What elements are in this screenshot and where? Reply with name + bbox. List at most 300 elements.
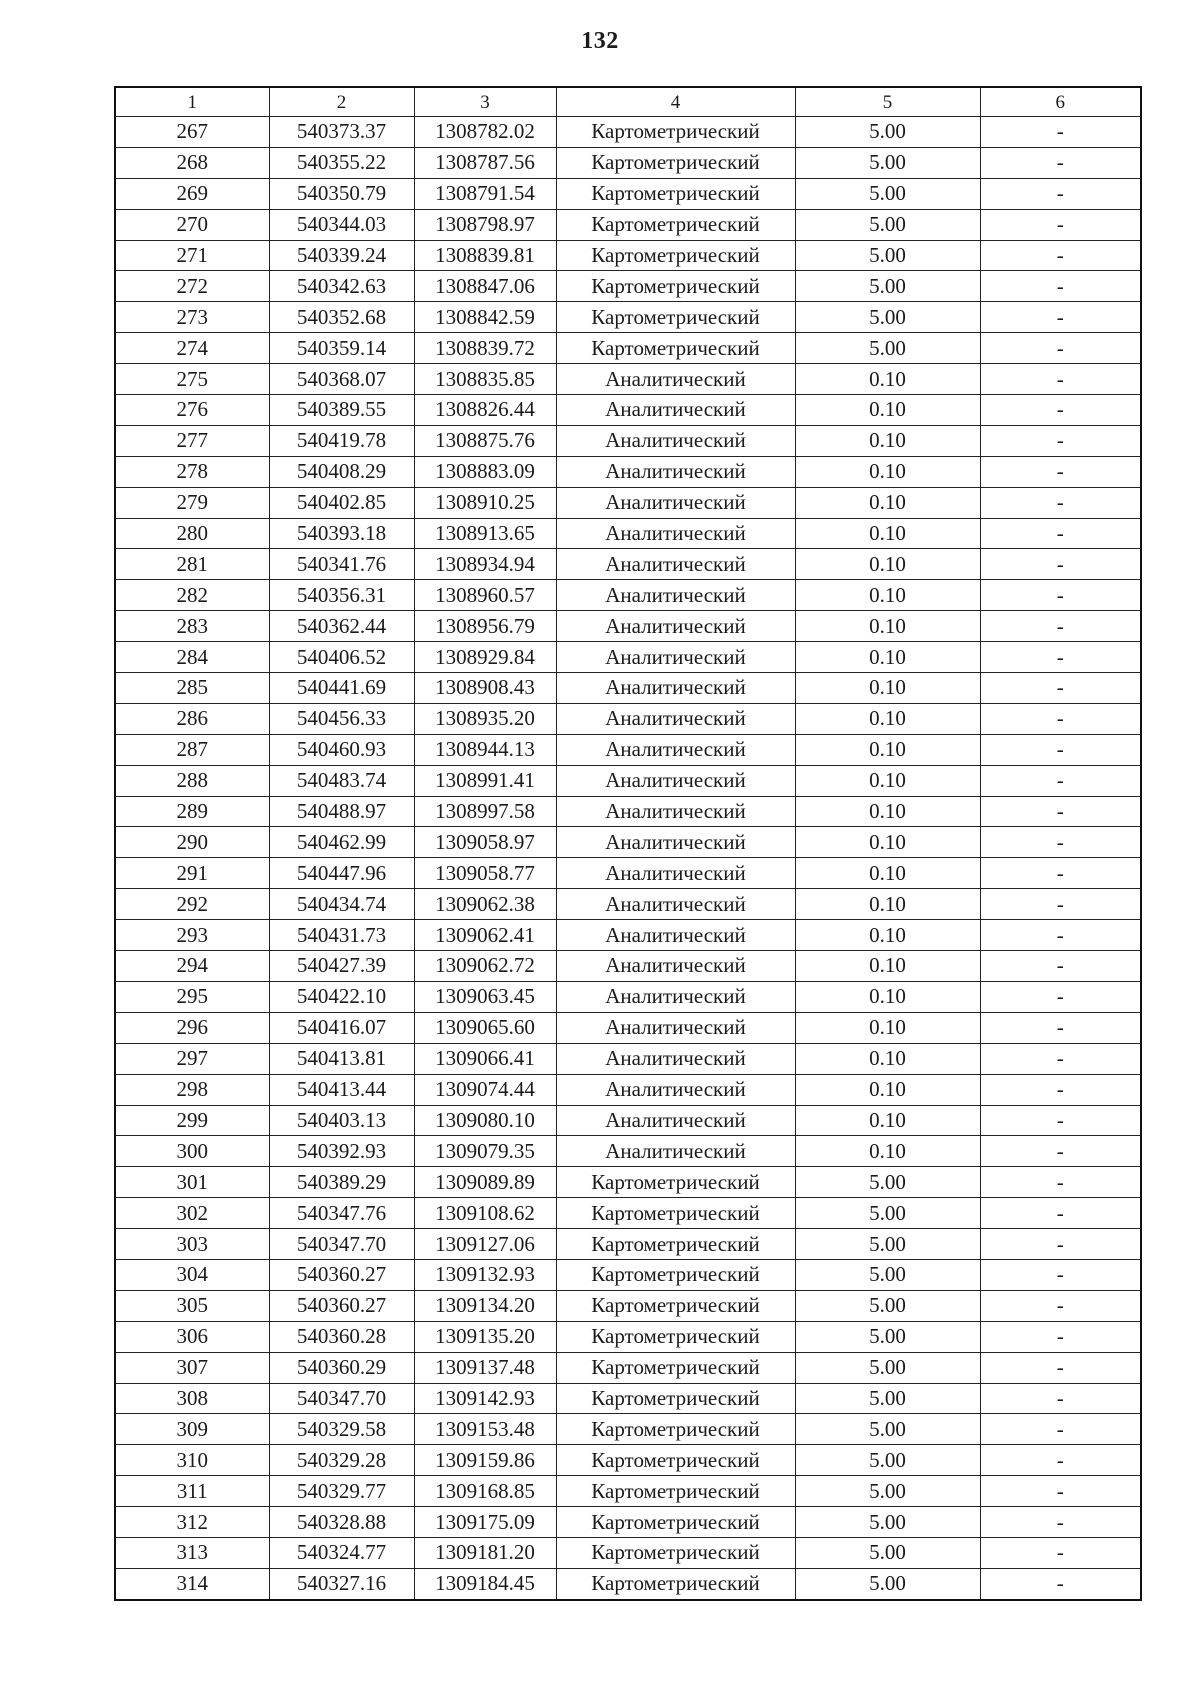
note-cell: -: [980, 1290, 1141, 1321]
point-number-cell: 286: [115, 703, 269, 734]
note-cell: -: [980, 1445, 1141, 1476]
table-row: [115, 611, 1141, 642]
note-cell: -: [980, 240, 1141, 271]
note-cell: -: [980, 147, 1141, 178]
table-row: [115, 178, 1141, 209]
accuracy-cell: 0.10: [795, 827, 980, 858]
point-number-cell: 309: [115, 1414, 269, 1445]
x-coordinate-cell: 540329.77: [269, 1476, 414, 1507]
table-row: [115, 147, 1141, 178]
table-row: [115, 1229, 1141, 1260]
note-cell: -: [980, 364, 1141, 395]
x-coordinate-cell: 540352.68: [269, 302, 414, 333]
column-header-2: 2: [269, 87, 414, 117]
y-coordinate-cell: 1309062.41: [414, 920, 556, 951]
accuracy-cell: 5.00: [795, 1537, 980, 1568]
accuracy-cell: 0.10: [795, 920, 980, 951]
accuracy-cell: 0.10: [795, 734, 980, 765]
method-cell: Аналитический: [556, 1136, 795, 1167]
table-row: [115, 889, 1141, 920]
column-header-3: 3: [414, 87, 556, 117]
x-coordinate-cell: 540347.70: [269, 1383, 414, 1414]
x-coordinate-cell: 540360.27: [269, 1259, 414, 1290]
accuracy-cell: 5.00: [795, 209, 980, 240]
point-number-cell: 276: [115, 395, 269, 426]
table-row: [115, 920, 1141, 951]
y-coordinate-cell: 1308997.58: [414, 796, 556, 827]
y-coordinate-cell: 1309175.09: [414, 1507, 556, 1538]
y-coordinate-cell: 1308934.94: [414, 549, 556, 580]
note-cell: -: [980, 209, 1141, 240]
table-row: [115, 1074, 1141, 1105]
note-cell: -: [980, 858, 1141, 889]
accuracy-cell: 0.10: [795, 1012, 980, 1043]
accuracy-cell: 5.00: [795, 1383, 980, 1414]
x-coordinate-cell: 540328.88: [269, 1507, 414, 1538]
note-cell: -: [980, 1136, 1141, 1167]
note-cell: -: [980, 1537, 1141, 1568]
y-coordinate-cell: 1308991.41: [414, 765, 556, 796]
note-cell: -: [980, 117, 1141, 148]
column-header-5: 5: [795, 87, 980, 117]
note-cell: -: [980, 796, 1141, 827]
x-coordinate-cell: 540403.13: [269, 1105, 414, 1136]
method-cell: Аналитический: [556, 827, 795, 858]
accuracy-cell: 0.10: [795, 703, 980, 734]
x-coordinate-cell: 540413.81: [269, 1043, 414, 1074]
note-cell: -: [980, 178, 1141, 209]
x-coordinate-cell: 540341.76: [269, 549, 414, 580]
method-cell: Картометрический: [556, 147, 795, 178]
accuracy-cell: 0.10: [795, 1074, 980, 1105]
note-cell: -: [980, 642, 1141, 673]
x-coordinate-cell: 540339.24: [269, 240, 414, 271]
point-number-cell: 285: [115, 673, 269, 704]
x-coordinate-cell: 540422.10: [269, 981, 414, 1012]
point-number-cell: 274: [115, 333, 269, 364]
point-number-cell: 304: [115, 1259, 269, 1290]
y-coordinate-cell: 1308935.20: [414, 703, 556, 734]
point-number-cell: 308: [115, 1383, 269, 1414]
accuracy-cell: 5.00: [795, 1321, 980, 1352]
note-cell: -: [980, 673, 1141, 704]
method-cell: Картометрический: [556, 1290, 795, 1321]
point-number-cell: 307: [115, 1352, 269, 1383]
table-row: [115, 1568, 1141, 1599]
y-coordinate-cell: 1309132.93: [414, 1259, 556, 1290]
y-coordinate-cell: 1309108.62: [414, 1198, 556, 1229]
note-cell: -: [980, 1229, 1141, 1260]
x-coordinate-cell: 540392.93: [269, 1136, 414, 1167]
note-cell: -: [980, 580, 1141, 611]
note-cell: -: [980, 456, 1141, 487]
method-cell: Картометрический: [556, 1507, 795, 1538]
x-coordinate-cell: 540447.96: [269, 858, 414, 889]
accuracy-cell: 0.10: [795, 395, 980, 426]
x-coordinate-cell: 540402.85: [269, 487, 414, 518]
table-row: [115, 209, 1141, 240]
method-cell: Аналитический: [556, 889, 795, 920]
table-row: [115, 117, 1141, 148]
method-cell: Картометрический: [556, 117, 795, 148]
method-cell: Аналитический: [556, 858, 795, 889]
accuracy-cell: 0.10: [795, 549, 980, 580]
method-cell: Картометрический: [556, 1352, 795, 1383]
y-coordinate-cell: 1309181.20: [414, 1537, 556, 1568]
point-number-cell: 268: [115, 147, 269, 178]
note-cell: -: [980, 1043, 1141, 1074]
x-coordinate-cell: 540360.27: [269, 1290, 414, 1321]
column-header-6: 6: [980, 87, 1141, 117]
y-coordinate-cell: 1309062.72: [414, 951, 556, 982]
point-number-cell: 300: [115, 1136, 269, 1167]
accuracy-cell: 0.10: [795, 487, 980, 518]
table-row: [115, 549, 1141, 580]
accuracy-cell: 0.10: [795, 425, 980, 456]
method-cell: Аналитический: [556, 1074, 795, 1105]
note-cell: -: [980, 1259, 1141, 1290]
x-coordinate-cell: 540329.28: [269, 1445, 414, 1476]
method-cell: Картометрический: [556, 271, 795, 302]
x-coordinate-cell: 540324.77: [269, 1537, 414, 1568]
method-cell: Аналитический: [556, 673, 795, 704]
method-cell: Картометрический: [556, 302, 795, 333]
x-coordinate-cell: 540356.31: [269, 580, 414, 611]
method-cell: Аналитический: [556, 425, 795, 456]
point-number-cell: 303: [115, 1229, 269, 1260]
point-number-cell: 280: [115, 518, 269, 549]
table-row: [115, 1321, 1141, 1352]
accuracy-cell: 0.10: [795, 518, 980, 549]
table-row: [115, 1167, 1141, 1198]
accuracy-cell: 5.00: [795, 333, 980, 364]
x-coordinate-cell: 540408.29: [269, 456, 414, 487]
method-cell: Картометрический: [556, 1321, 795, 1352]
point-number-cell: 312: [115, 1507, 269, 1538]
method-cell: Картометрический: [556, 1383, 795, 1414]
note-cell: -: [980, 395, 1141, 426]
method-cell: Аналитический: [556, 1043, 795, 1074]
x-coordinate-cell: 540373.37: [269, 117, 414, 148]
table-row: [115, 518, 1141, 549]
y-coordinate-cell: 1309066.41: [414, 1043, 556, 1074]
point-number-cell: 291: [115, 858, 269, 889]
accuracy-cell: 5.00: [795, 1259, 980, 1290]
note-cell: -: [980, 734, 1141, 765]
table-row: [115, 271, 1141, 302]
accuracy-cell: 0.10: [795, 673, 980, 704]
point-number-cell: 306: [115, 1321, 269, 1352]
y-coordinate-cell: 1308782.02: [414, 117, 556, 148]
table-row: [115, 951, 1141, 982]
method-cell: Картометрический: [556, 1167, 795, 1198]
y-coordinate-cell: 1309079.35: [414, 1136, 556, 1167]
point-number-cell: 298: [115, 1074, 269, 1105]
table-row: [115, 364, 1141, 395]
method-cell: Аналитический: [556, 518, 795, 549]
method-cell: Картометрический: [556, 178, 795, 209]
method-cell: Аналитический: [556, 796, 795, 827]
table-row: [115, 1352, 1141, 1383]
table-row: [115, 456, 1141, 487]
x-coordinate-cell: 540413.44: [269, 1074, 414, 1105]
accuracy-cell: 0.10: [795, 642, 980, 673]
point-number-cell: 277: [115, 425, 269, 456]
table-row: [115, 734, 1141, 765]
accuracy-cell: 5.00: [795, 271, 980, 302]
x-coordinate-cell: 540416.07: [269, 1012, 414, 1043]
y-coordinate-cell: 1308875.76: [414, 425, 556, 456]
note-cell: -: [980, 549, 1141, 580]
accuracy-cell: 5.00: [795, 1445, 980, 1476]
x-coordinate-cell: 540359.14: [269, 333, 414, 364]
point-number-cell: 289: [115, 796, 269, 827]
point-number-cell: 297: [115, 1043, 269, 1074]
y-coordinate-cell: 1309159.86: [414, 1445, 556, 1476]
accuracy-cell: 5.00: [795, 1167, 980, 1198]
x-coordinate-cell: 540355.22: [269, 147, 414, 178]
point-number-cell: 282: [115, 580, 269, 611]
y-coordinate-cell: 1308798.97: [414, 209, 556, 240]
x-coordinate-cell: 540427.39: [269, 951, 414, 982]
method-cell: Аналитический: [556, 703, 795, 734]
x-coordinate-cell: 540360.28: [269, 1321, 414, 1352]
point-number-cell: 311: [115, 1476, 269, 1507]
table-row: [115, 673, 1141, 704]
note-cell: -: [980, 518, 1141, 549]
x-coordinate-cell: 540419.78: [269, 425, 414, 456]
y-coordinate-cell: 1309089.89: [414, 1167, 556, 1198]
note-cell: -: [980, 611, 1141, 642]
x-coordinate-cell: 540460.93: [269, 734, 414, 765]
x-coordinate-cell: 540488.97: [269, 796, 414, 827]
accuracy-cell: 0.10: [795, 981, 980, 1012]
note-cell: -: [980, 1167, 1141, 1198]
method-cell: Аналитический: [556, 395, 795, 426]
accuracy-cell: 0.10: [795, 765, 980, 796]
y-coordinate-cell: 1309142.93: [414, 1383, 556, 1414]
accuracy-cell: 0.10: [795, 456, 980, 487]
accuracy-cell: 0.10: [795, 1136, 980, 1167]
table-row: [115, 1012, 1141, 1043]
x-coordinate-cell: 540434.74: [269, 889, 414, 920]
method-cell: Аналитический: [556, 611, 795, 642]
y-coordinate-cell: 1308929.84: [414, 642, 556, 673]
method-cell: Аналитический: [556, 920, 795, 951]
table-row: [115, 1259, 1141, 1290]
x-coordinate-cell: 540342.63: [269, 271, 414, 302]
note-cell: -: [980, 1476, 1141, 1507]
accuracy-cell: 0.10: [795, 1043, 980, 1074]
point-number-cell: 310: [115, 1445, 269, 1476]
method-cell: Картометрический: [556, 1229, 795, 1260]
note-cell: -: [980, 1383, 1141, 1414]
note-cell: -: [980, 981, 1141, 1012]
accuracy-cell: 0.10: [795, 951, 980, 982]
accuracy-cell: 5.00: [795, 1476, 980, 1507]
table-row: [115, 642, 1141, 673]
y-coordinate-cell: 1309127.06: [414, 1229, 556, 1260]
point-number-cell: 272: [115, 271, 269, 302]
note-cell: -: [980, 920, 1141, 951]
x-coordinate-cell: 540362.44: [269, 611, 414, 642]
note-cell: -: [980, 487, 1141, 518]
table-row: [115, 981, 1141, 1012]
table-row: [115, 1383, 1141, 1414]
point-number-cell: 278: [115, 456, 269, 487]
method-cell: Картометрический: [556, 1414, 795, 1445]
point-number-cell: 295: [115, 981, 269, 1012]
y-coordinate-cell: 1308908.43: [414, 673, 556, 704]
y-coordinate-cell: 1309074.44: [414, 1074, 556, 1105]
point-number-cell: 269: [115, 178, 269, 209]
y-coordinate-cell: 1308835.85: [414, 364, 556, 395]
y-coordinate-cell: 1308842.59: [414, 302, 556, 333]
accuracy-cell: 5.00: [795, 1352, 980, 1383]
table-row: [115, 703, 1141, 734]
point-number-cell: 313: [115, 1537, 269, 1568]
y-coordinate-cell: 1308826.44: [414, 395, 556, 426]
note-cell: -: [980, 333, 1141, 364]
note-cell: -: [980, 1012, 1141, 1043]
y-coordinate-cell: 1309168.85: [414, 1476, 556, 1507]
method-cell: Аналитический: [556, 1012, 795, 1043]
x-coordinate-cell: 540347.70: [269, 1229, 414, 1260]
accuracy-cell: 0.10: [795, 858, 980, 889]
note-cell: -: [980, 1507, 1141, 1538]
y-coordinate-cell: 1309062.38: [414, 889, 556, 920]
x-coordinate-cell: 540368.07: [269, 364, 414, 395]
point-number-cell: 273: [115, 302, 269, 333]
table-row: [115, 827, 1141, 858]
note-cell: -: [980, 889, 1141, 920]
note-cell: -: [980, 1352, 1141, 1383]
method-cell: Аналитический: [556, 734, 795, 765]
accuracy-cell: 0.10: [795, 611, 980, 642]
method-cell: Картометрический: [556, 1259, 795, 1290]
table-row: [115, 487, 1141, 518]
y-coordinate-cell: 1308839.81: [414, 240, 556, 271]
accuracy-cell: 5.00: [795, 1290, 980, 1321]
table-row: [115, 333, 1141, 364]
y-coordinate-cell: 1308883.09: [414, 456, 556, 487]
x-coordinate-cell: 540360.29: [269, 1352, 414, 1383]
method-cell: Картометрический: [556, 1198, 795, 1229]
point-number-cell: 299: [115, 1105, 269, 1136]
table-row: [115, 425, 1141, 456]
x-coordinate-cell: 540483.74: [269, 765, 414, 796]
x-coordinate-cell: 540456.33: [269, 703, 414, 734]
y-coordinate-cell: 1309058.77: [414, 858, 556, 889]
note-cell: -: [980, 827, 1141, 858]
y-coordinate-cell: 1309063.45: [414, 981, 556, 1012]
method-cell: Аналитический: [556, 1105, 795, 1136]
table-row: [115, 1476, 1141, 1507]
y-coordinate-cell: 1309184.45: [414, 1568, 556, 1599]
note-cell: -: [980, 1198, 1141, 1229]
method-cell: Картометрический: [556, 1568, 795, 1599]
table-row: [115, 1414, 1141, 1445]
note-cell: -: [980, 951, 1141, 982]
point-number-cell: 294: [115, 951, 269, 982]
accuracy-cell: 0.10: [795, 580, 980, 611]
table-row: [115, 858, 1141, 889]
y-coordinate-cell: 1309080.10: [414, 1105, 556, 1136]
note-cell: -: [980, 1074, 1141, 1105]
x-coordinate-cell: 540347.76: [269, 1198, 414, 1229]
point-number-cell: 275: [115, 364, 269, 395]
table-row: [115, 1537, 1141, 1568]
y-coordinate-cell: 1309137.48: [414, 1352, 556, 1383]
note-cell: -: [980, 1414, 1141, 1445]
point-number-cell: 301: [115, 1167, 269, 1198]
y-coordinate-cell: 1308847.06: [414, 271, 556, 302]
x-coordinate-cell: 540327.16: [269, 1568, 414, 1599]
accuracy-cell: 5.00: [795, 1198, 980, 1229]
note-cell: -: [980, 425, 1141, 456]
note-cell: -: [980, 1568, 1141, 1599]
table-body: [115, 117, 1141, 1600]
table-row: [115, 240, 1141, 271]
point-number-cell: 314: [115, 1568, 269, 1599]
table-row: [115, 1507, 1141, 1538]
x-coordinate-cell: 540393.18: [269, 518, 414, 549]
point-number-cell: 305: [115, 1290, 269, 1321]
note-cell: -: [980, 703, 1141, 734]
note-cell: -: [980, 1105, 1141, 1136]
y-coordinate-cell: 1308791.54: [414, 178, 556, 209]
y-coordinate-cell: 1308910.25: [414, 487, 556, 518]
point-number-cell: 271: [115, 240, 269, 271]
y-coordinate-cell: 1308839.72: [414, 333, 556, 364]
x-coordinate-cell: 540462.99: [269, 827, 414, 858]
method-cell: Картометрический: [556, 1537, 795, 1568]
y-coordinate-cell: 1309153.48: [414, 1414, 556, 1445]
method-cell: Аналитический: [556, 642, 795, 673]
point-number-cell: 290: [115, 827, 269, 858]
accuracy-cell: 0.10: [795, 1105, 980, 1136]
table-row: [115, 580, 1141, 611]
table-header-row: [115, 87, 1141, 117]
accuracy-cell: 5.00: [795, 1414, 980, 1445]
method-cell: Аналитический: [556, 981, 795, 1012]
point-number-cell: 292: [115, 889, 269, 920]
note-cell: -: [980, 1321, 1141, 1352]
table-row: [115, 1105, 1141, 1136]
accuracy-cell: 5.00: [795, 1568, 980, 1599]
accuracy-cell: 5.00: [795, 1507, 980, 1538]
method-cell: Аналитический: [556, 951, 795, 982]
x-coordinate-cell: 540350.79: [269, 178, 414, 209]
accuracy-cell: 5.00: [795, 178, 980, 209]
point-number-cell: 284: [115, 642, 269, 673]
point-number-cell: 302: [115, 1198, 269, 1229]
accuracy-cell: 5.00: [795, 147, 980, 178]
y-coordinate-cell: 1308960.57: [414, 580, 556, 611]
table-row: [115, 796, 1141, 827]
method-cell: Аналитический: [556, 580, 795, 611]
y-coordinate-cell: 1309058.97: [414, 827, 556, 858]
point-number-cell: 270: [115, 209, 269, 240]
accuracy-cell: 5.00: [795, 1229, 980, 1260]
method-cell: Аналитический: [556, 364, 795, 395]
page-number: 132: [581, 28, 619, 54]
x-coordinate-cell: 540431.73: [269, 920, 414, 951]
method-cell: Картометрический: [556, 333, 795, 364]
y-coordinate-cell: 1308944.13: [414, 734, 556, 765]
table-row: [115, 1043, 1141, 1074]
method-cell: Картометрический: [556, 209, 795, 240]
